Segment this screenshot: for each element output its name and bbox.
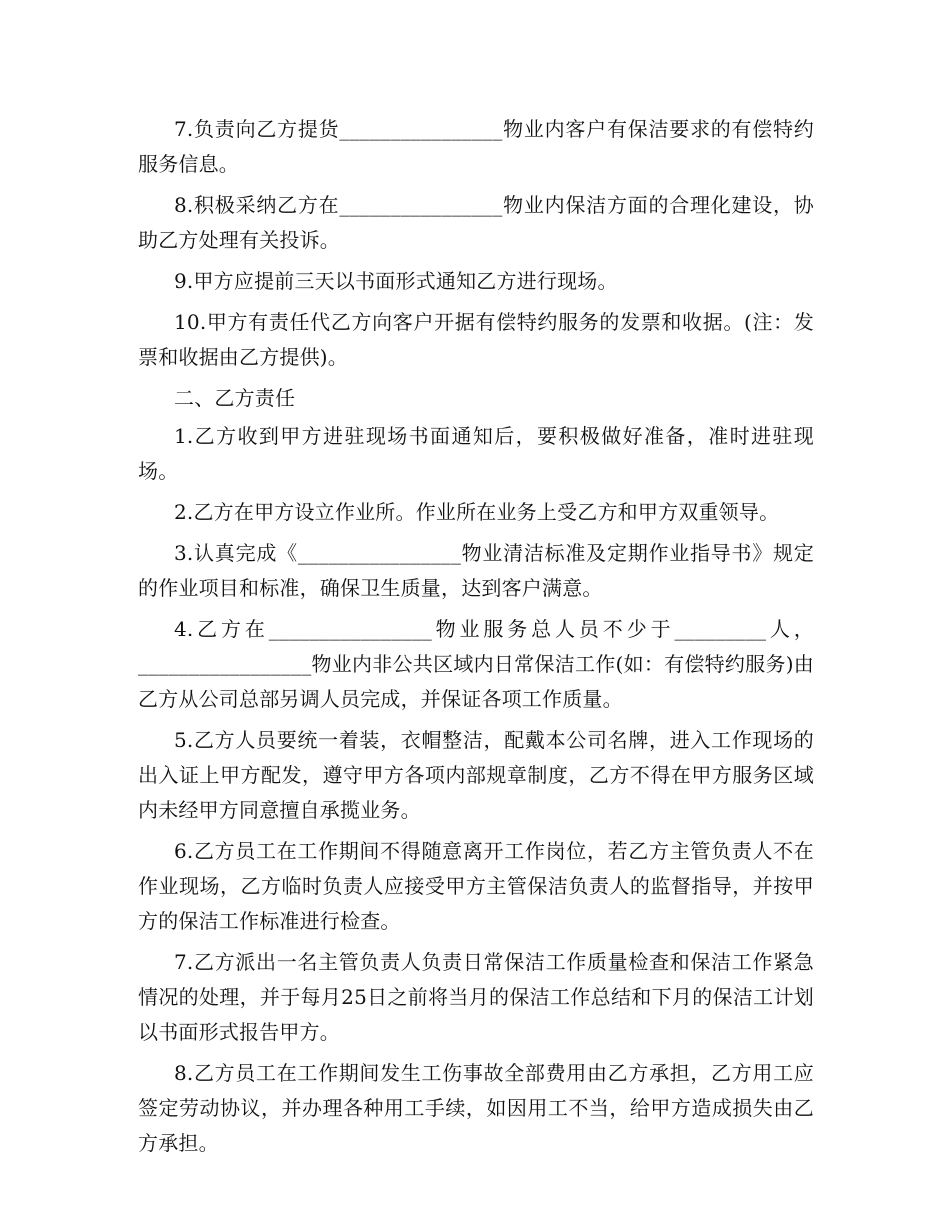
- paragraph-b2: 2.乙方在甲方设立作业所。作业所在业务上受乙方和甲方双重领导。: [174, 500, 780, 524]
- paragraph-a10: 10.甲方有责任代乙方向客户开据有偿特约服务的发票和收据。(注：发票和收据由乙方提供)。: [138, 310, 814, 369]
- paragraph-a9: 9.甲方应提前三天以书面形式通知乙方进行现场。: [174, 269, 618, 293]
- paragraph-b7: 7.乙方派出一名主管负责人负责日常保洁工作质量检查和保洁工作紧急情况的处理，并于每月25日之前将当月的保洁工作总结和下月的保洁工计划以书面形式报告甲方。: [138, 950, 814, 1044]
- paragraph-b4: 4.乙方在________________物业服务总人员不少于_________人，_________________物业内非公共区域内日常保洁工作(如：有偿特约服务)由乙方从公司总部另调人员完成，并保证各项工作质量。: [138, 617, 814, 711]
- document-body: [138, 112, 814, 1167]
- paragraph-b1: 1.乙方收到甲方进驻现场书面通知后，要积极做好准备，准时进驻现场。: [138, 424, 814, 483]
- paragraph-b5: 5.乙方人员要统一着装，衣帽整洁，配戴本公司名牌，进入工作现场的出入证上甲方配发，遵守甲方各项内部规章制度，乙方不得在甲方服务区域内未经甲方同意擅自承揽业务。: [138, 728, 814, 822]
- paragraph-b8: 8.乙方员工在工作期间发生工伤事故全部费用由乙方承担，乙方用工应签定劳动协议，并办理各种用工手续，如因用工不当，给甲方造成损失由乙方承担。: [138, 1061, 814, 1155]
- paragraph-a8: 8.积极采纳乙方在________________物业内保洁方面的合理化建设，协助乙方处理有关投诉。: [138, 193, 814, 252]
- paragraph-b3: 3.认真完成《________________物业清洁标准及定期作业指导书》规定的作业项目和标准，确保卫生质量，达到客户满意。: [138, 541, 814, 600]
- paragraph-a7: 7.负责向乙方提货________________物业内客户有保洁要求的有偿特约服务信息。: [138, 117, 814, 176]
- paragraph-b6: 6.乙方员工在工作期间不得随意离开工作岗位，若乙方主管负责人不在作业现场，乙方临时负责人应接受甲方主管保洁负责人的监督指导，并按甲方的保洁工作标准进行检查。: [138, 839, 814, 933]
- section-heading-party-b: 二、乙方责任: [174, 386, 296, 410]
